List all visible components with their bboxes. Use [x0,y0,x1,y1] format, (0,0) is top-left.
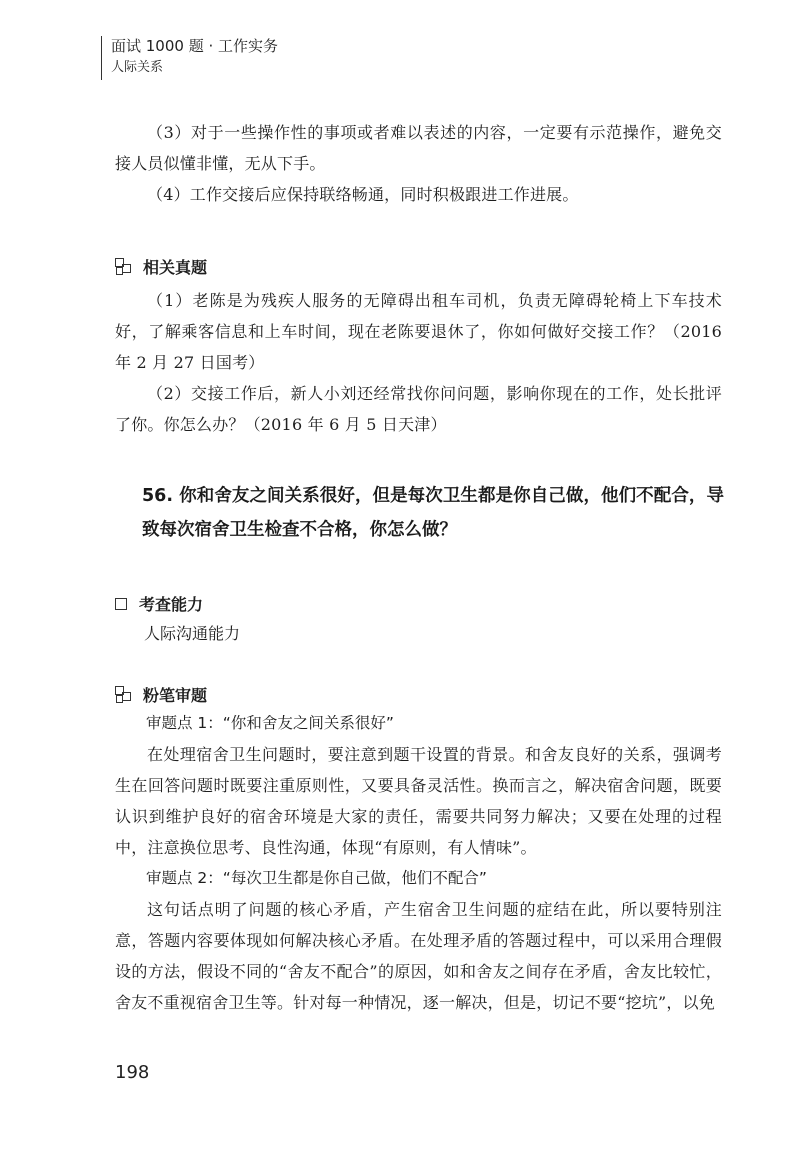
square-bullet-icon [115,598,127,610]
review-point-1-text: 在处理宿舍卫生问题时，要注意到题干设置的背景。和舍友良好的关系，强调考生在回答问题时既要注重原则性，又要具备灵活性。换而言之，解决宿舍问题，既要认识到维护良好的宿舍环境是大家的责任，需要共同努力解决；又要在处理的过程中，注意换位思考、良性沟通，体现“有原则，有人情味”。 [115,745,722,857]
review-heading-text: 粉笔审题 [143,686,208,705]
review-grid-icon [115,686,131,704]
related-heading-text: 相关真题 [143,258,208,277]
book-title: 面试 1000 题 · 工作实务 [111,37,279,55]
intro-paragraph-4: （4）工作交接后应保持联络畅通，同时积极跟进工作进展。 [147,185,579,204]
related-item-2: （2）交接工作后，新人小刘还经常找你问问题，影响你现在的工作，处长批评了你。你怎么办？（2016 年 6 月 5 日天津） [115,384,722,434]
running-header [101,36,278,80]
related-heading [115,255,207,278]
ability-heading-text: 考查能力 [139,595,204,614]
intro-paragraph-3: （3）对于一些操作性的事项或者难以表述的内容，一定要有示范操作，避免交接人员似懂非懂，无从下手。 [115,123,722,173]
related-item-1: （1）老陈是为残疾人服务的无障碍出租车司机，负责无障碍轮椅上下车技术好，了解乘客信息和上车时间，现在老陈要退休了，你如何做好交接工作？（2016 年 2 月 27 日国考） [115,291,722,372]
page-number: 198 [115,1062,150,1083]
review-block [115,708,722,1018]
intro-block [115,117,722,210]
question-title: 56. 你和舍友之间关系很好，但是每次卫生都是你自己做，他们不配合，导致每次宿舍卫生检查不合格，你怎么做？ [142,486,724,540]
ability-heading [115,592,203,615]
review-point-2-text: 这句话点明了问题的核心矛盾，产生宿舍卫生问题的症结在此，所以要特别注意，答题内容要体现如何解决核心矛盾。在处理矛盾的答题过程中，可以采用合理假设的方法，假设不同的“舍友不配合”的原因，如和舍友之间存在矛盾，舍友比较忙，舍友不重视宿舍卫生等。针对每一种情况，逐一解决，但是，切记不要“挖坑”，以免 [115,900,722,1012]
section-title: 人际关系 [111,60,164,75]
review-heading [115,683,207,706]
review-point-2-title: 审题点 2：“每次卫生都是你自己做，他们不配合” [146,869,487,887]
ability-value: 人际沟通能力 [144,624,241,643]
related-block [115,285,722,440]
related-questions-icon [115,258,131,276]
review-point-1-title: 审题点 1：“你和舍友之间关系很好” [146,714,394,732]
